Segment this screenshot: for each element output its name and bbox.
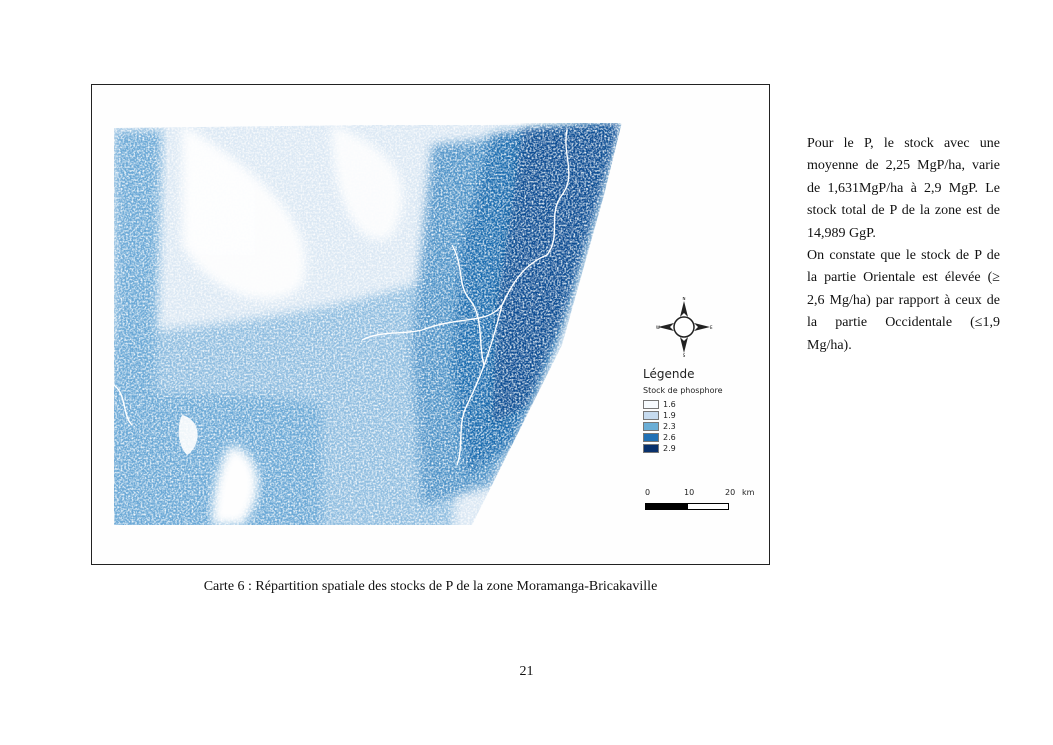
legend-label: 1.9 xyxy=(663,411,676,420)
map-frame xyxy=(91,84,770,565)
legend-subtitle: Stock de phosphore xyxy=(643,386,723,395)
legend-item xyxy=(643,443,723,454)
compass-s: S xyxy=(682,353,686,357)
legend-item xyxy=(643,410,723,421)
scale-bar-graphic xyxy=(645,503,729,510)
legend-swatch xyxy=(643,433,659,442)
legend-label: 2.3 xyxy=(663,422,676,431)
legend-swatch xyxy=(643,444,659,453)
compass-e: E xyxy=(710,325,713,330)
north-arrow xyxy=(654,297,714,357)
scale-label-10: 10 xyxy=(684,488,695,497)
legend-swatch xyxy=(643,411,659,420)
compass-w: W xyxy=(656,325,660,330)
legend-label: 2.9 xyxy=(663,444,676,453)
paragraph-2: On constate que le stock de P de la partie Orientale est élevée (≥ 2,6 Mg/ha) par rapport à ceux de la partie Occidentale (≤1,9 Mg/ha). xyxy=(807,248,1000,353)
legend-item xyxy=(643,432,723,443)
scale-label-unit: km xyxy=(742,488,755,497)
legend xyxy=(643,367,723,454)
compass-n: N xyxy=(682,297,686,301)
legend-swatch xyxy=(643,400,659,409)
legend-item xyxy=(643,399,723,410)
legend-title: Légende xyxy=(643,367,695,381)
legend-label: 1.6 xyxy=(663,400,676,409)
legend-item xyxy=(643,421,723,432)
body-text xyxy=(807,133,1000,357)
map-caption: Carte 6 : Répartition spatiale des stocks de P de la zone Moramanga-Bricakaville xyxy=(203,579,658,594)
study-area-raster xyxy=(112,123,632,535)
paragraph-1: Pour le P, le stock avec une moyenne de 2,25 MgP/ha, varie de 1,631MgP/ha à 2,9 MgP. Le stock total de P de la zone est de 14,989 GgP. xyxy=(807,136,1000,241)
legend-classes xyxy=(643,399,723,454)
legend-label: 2.6 xyxy=(663,433,676,442)
scale-bar xyxy=(645,488,770,510)
compass-needle xyxy=(680,301,688,317)
scale-label-20: 20 xyxy=(725,488,736,497)
legend-swatch xyxy=(643,422,659,431)
scale-label-0: 0 xyxy=(645,488,651,497)
page-number: 21 xyxy=(519,664,534,679)
